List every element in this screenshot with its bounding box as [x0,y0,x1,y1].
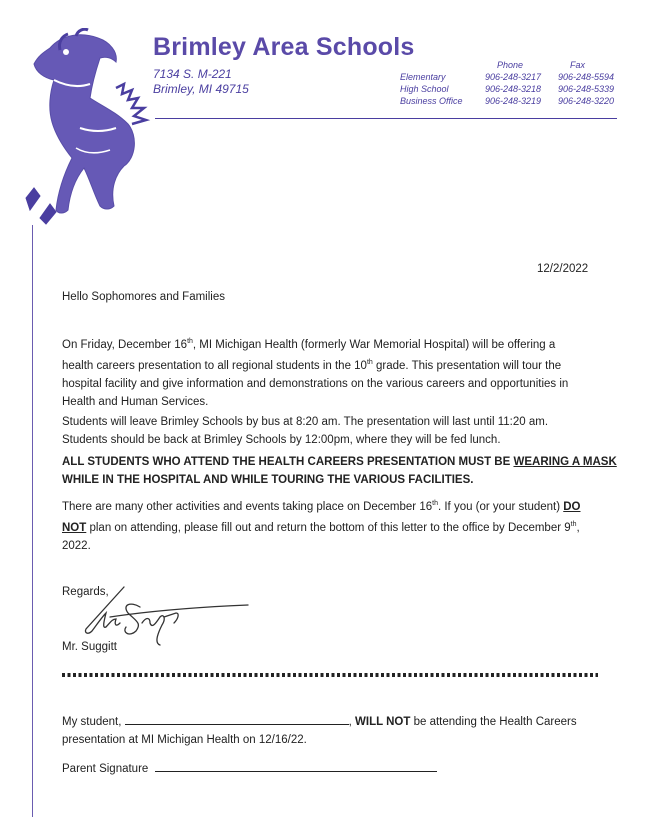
contact-name: High School [400,84,449,94]
address-line-2: Brimley, MI 49715 [153,82,249,96]
contact-phone: 906-248-3218 [485,84,542,94]
parent-signature-line [62,760,437,778]
paragraph-3-mask-notice: ALL STUDENTS WHO ATTEND THE HEALTH CAREERS PRESENTATION MUST BE WEARING A MASK WHILE IN THE HOSPITAL AND WHILE TOURING THE VARIOUS FACILITIES. [62,456,617,486]
tearoff-line-2: presentation at MI Michigan Health on 12/16/22. [62,734,307,746]
mustang-horse-logo [20,28,155,228]
student-name-blank[interactable] [125,724,349,725]
contact-phone: 906-248-3217 [485,72,542,82]
paragraph-1: On Friday, December 16th, MI Michigan Health (formerly War Memorial Hospital) will be offering a health careers presentation to all regional students in the 10th grade. This presentation will tour the hospital facility and give information and demonstrations on the various careers and opportunities in Health and Human Services. [62,338,569,408]
contact-phone: 906-248-3219 [485,96,542,106]
paragraph-2: Students will leave Brimley Schools by bus at 8:20 am. The presentation will last until 11:20 am. Students should be back at Brimley Schools by 12:00pm, where they will be fed lunch. [62,416,549,446]
contact-fax: 906-248-5594 [558,72,615,82]
contact-fax: 906-248-3220 [558,96,615,106]
letter-date: 12/2/2022 [537,263,589,275]
address-line-1: 7134 S. M-221 [153,67,232,81]
contact-name: Business Office [400,96,463,106]
phone-header: Phone [497,60,524,70]
greeting: Hello Sophomores and Families [62,291,225,303]
header-rule [155,118,617,119]
contact-name: Elementary [400,72,446,82]
fax-header: Fax [570,60,586,70]
school-name: Brimley Area Schools [153,33,415,61]
contact-fax: 906-248-5339 [558,84,615,94]
parent-signature-blank[interactable] [155,771,437,772]
signer-name: Mr. Suggitt [62,641,117,653]
parent-signature-label: Parent Signature [62,763,149,775]
tear-off-divider [62,673,598,677]
paragraph-4: There are many other activities and events taking place on December 16th. If you (or your student) DO NOT plan on attending, please fill out and return the bottom of this letter to the office by December 9th, 2022. [62,500,581,552]
margin-line [32,225,33,817]
closing: Regards, [62,586,109,598]
tearoff-student-line: My student, , WILL NOT be attending the Health Careers [62,716,577,728]
